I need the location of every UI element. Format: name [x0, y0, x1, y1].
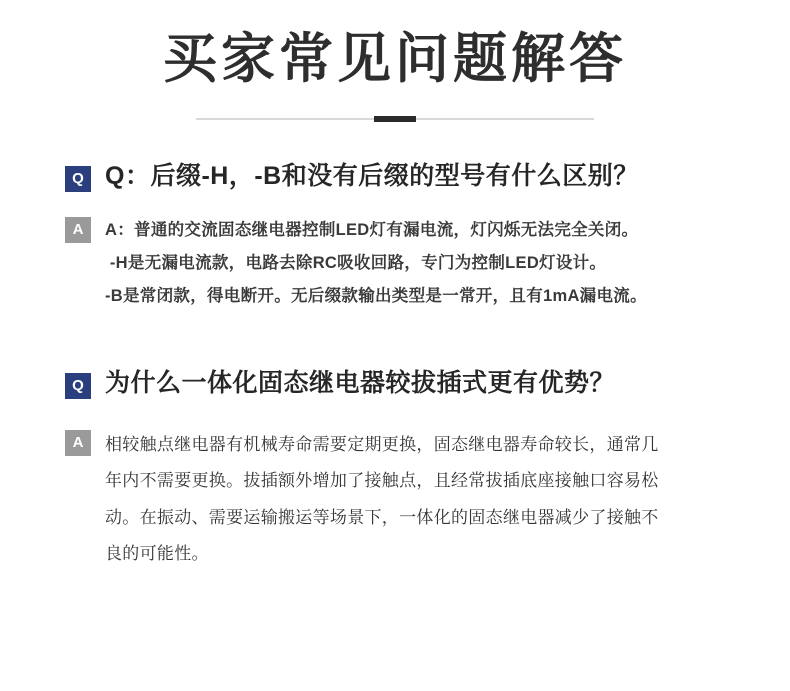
faq-answer-line: 动。在振动、需要运输搬运等场景下，一体化的固态继电器减少了接触不 [105, 507, 659, 527]
faq-answer-line: 良的可能性。 [105, 544, 209, 564]
title-divider [40, 116, 750, 122]
question-badge-icon: Q [65, 373, 91, 399]
faq-question-text-1: Q：后缀-H，-B和没有后缀的型号有什么区别？ [105, 162, 639, 191]
answer-badge-icon: A [65, 430, 91, 456]
divider-line-right [416, 118, 594, 120]
faq-answer-text-1 [105, 214, 647, 313]
divider-center-bar [374, 116, 416, 122]
answer-badge-icon: A [65, 217, 91, 243]
faq-question-text-2: 为什么一体化固态继电器较拔插式更有优势？ [105, 368, 616, 397]
question-badge-icon: Q [65, 166, 91, 192]
faq-answer-text-2 [105, 427, 659, 573]
faq-answer-line: A：普通的交流固态继电器控制LED灯有漏电流，灯闪烁无法完全关闭。 [105, 220, 639, 239]
faq-answer-row-1 [65, 214, 725, 313]
faq-item-1 [65, 160, 725, 313]
page-title: 买家常见问题解答 [163, 29, 627, 89]
faq-answer-row-2 [65, 427, 725, 573]
faq-answer-line: 相较触点继电器有机械寿命需要定期更换，固态继电器寿命较长，通常几 [105, 434, 659, 454]
faq-answer-line: -B是常闭款，得电断开。无后缀款输出类型是一常开，且有1mA漏电流。 [105, 286, 647, 305]
faq-list [40, 160, 750, 573]
divider-line-left [196, 118, 374, 120]
faq-answer-line: 年内不需要更换。拔插额外增加了接触点，且经常拔插底座接触口容易松 [105, 471, 659, 491]
faq-question-row-2 [65, 367, 725, 401]
title-block [40, 0, 750, 122]
faq-question-row-1 [65, 160, 725, 194]
faq-answer-line: -H是无漏电流款，电路去除RC吸收回路，专门为控制LED灯设计。 [105, 253, 607, 272]
faq-item-2 [65, 367, 725, 573]
